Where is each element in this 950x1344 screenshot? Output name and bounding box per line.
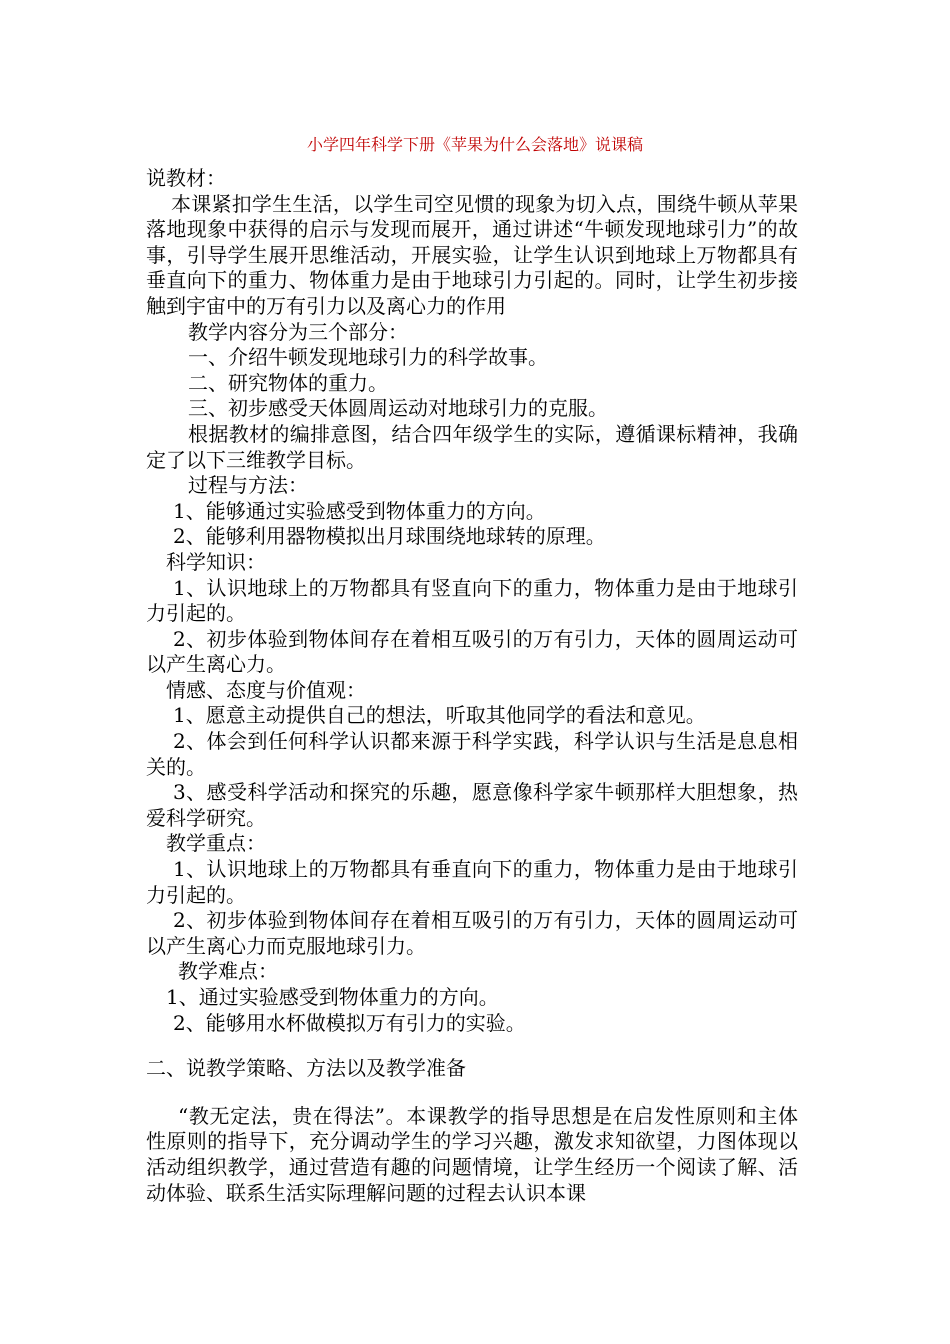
paragraph-objectives-intro: 根据教材的编排意图，结合四年级学生的实际，遵循课标精神，我确定了以下三维教学目标。: [146, 421, 798, 472]
subheading-key-points: 教学重点：: [166, 831, 266, 856]
paragraph-textbook-intro: 本课紧扣学生生活，以学生司空见惯的现象为切入点，围绕牛顿从苹果落地现象中获得的启示与发现而展开，通过讲述“牛顿发现地球引力”的故事，引导学生展开思维活动，开展实验，让学生认识到地球上万物都具有垂直向下的重力、物体重力是由于地球引力引起的。同时，让学生初步接触到宇宙中的万有引力以及离心力的作用: [146, 191, 798, 318]
paragraph-strategy: “教无定法，贵在得法”。本课教学的指导思想是在启发性原则和主体性原则的指导下，充分调动学生的学习兴趣，激发求知欲望，力图体现以活动组织教学，通过营造有趣的问题情境，让学生经历一个阅读了解、活动体验、联系生活实际理解问题的过程去认识本课: [146, 1103, 798, 1205]
list-item-attitude-2: 2、体会到任何科学认识都来源于科学实践，科学认识与生活是息息相关的。: [146, 729, 798, 779]
list-item-process-2: 2、能够利用器物模拟出月球围绕地球转的原理。: [173, 524, 606, 549]
paragraph-content-parts: 教学内容分为三个部分：: [188, 319, 408, 344]
subheading-science-knowledge: 科学知识：: [166, 549, 266, 574]
list-item-part-3: 三、初步感受天体圆周运动对地球引力的克服。: [188, 396, 608, 421]
list-item-process-1: 1、能够通过实验感受到物体重力的方向。: [173, 498, 546, 523]
document-title: 小学四年科学下册《苹果为什么会落地》说课稿: [306, 135, 643, 154]
spacer: [146, 1082, 798, 1104]
subheading-process-method: 过程与方法：: [188, 473, 308, 498]
section-heading-strategy: 二、说教学策略、方法以及教学准备: [146, 1056, 466, 1081]
list-item-key-1: 1、认识地球上的万物都具有垂直向下的重力，物体重力是由于地球引力引起的。: [146, 857, 798, 907]
subheading-attitude-values: 情感、态度与价值观：: [166, 677, 366, 702]
list-item-attitude-3: 3、感受科学活动和探究的乐趣，愿意像科学家牛顿那样大胆想象，热爱科学研究。: [146, 780, 798, 830]
subheading-difficulties: 教学难点：: [178, 959, 278, 984]
section-heading-textbook: 说教材：: [146, 166, 226, 190]
list-item-part-1: 一、介绍牛顿发现地球引力的科学故事。: [188, 345, 548, 370]
list-item-knowledge-1: 1、认识地球上的万物都具有竖直向下的重力，物体重力是由于地球引力引起的。: [146, 575, 798, 626]
list-item-part-2: 二、研究物体的重力。: [188, 370, 388, 395]
list-item-difficulty-2: 2、能够用水杯做模拟万有引力的实验。: [173, 1010, 526, 1035]
document-body: [146, 166, 798, 1206]
spacer: [146, 1036, 798, 1056]
list-item-key-2: 2、初步体验到物体间存在着相互吸引的万有引力，天体的圆周运动可以产生离心力而克服地球引力。: [146, 908, 798, 958]
list-item-knowledge-2: 2、初步体验到物体间存在着相互吸引的万有引力，天体的圆周运动可以产生离心力。: [146, 626, 798, 677]
list-item-attitude-1: 1、愿意主动提供自己的想法，听取其他同学的看法和意见。: [173, 703, 706, 728]
list-item-difficulty-1: 1、通过实验感受到物体重力的方向。: [166, 985, 499, 1009]
